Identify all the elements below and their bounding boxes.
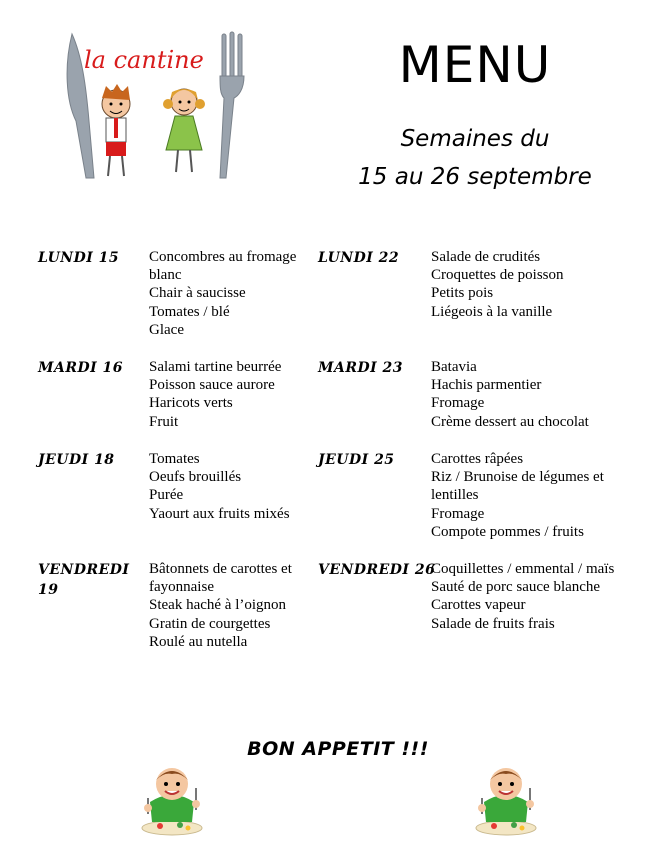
- cantine-logo: [62, 26, 252, 186]
- dish-item: Chair à saucisse: [149, 285, 246, 302]
- boy-eating-icon: [466, 758, 546, 838]
- dish-item: Poisson sauce aurore: [149, 377, 275, 394]
- day-label-jeudi-25: JEUDI 25: [318, 452, 395, 468]
- dish-item: Petits pois: [431, 285, 494, 302]
- dish-item: Croquettes de poisson: [431, 267, 564, 284]
- dish-item: Fromage: [431, 505, 485, 522]
- boy-eating-icon: [132, 758, 212, 838]
- dish-item: Carottes râpées: [431, 451, 524, 467]
- dishes-vendredi-26: [431, 560, 614, 633]
- dishes-jeudi-18: [149, 450, 290, 523]
- dish-item: lentilles: [431, 487, 479, 504]
- dish-item: Salami tartine beurrée: [149, 359, 282, 375]
- subtitle-weeks: Semaines du: [400, 126, 550, 152]
- dish-item: Purée: [149, 487, 184, 504]
- dish-item: Steak haché à l’oignon: [149, 597, 287, 614]
- dishes-lundi-15: [149, 248, 296, 339]
- fork-icon: [220, 32, 244, 178]
- day-label-lundi-15: LUNDI 15: [38, 250, 120, 266]
- dish-item: Liégeois à la vanille: [431, 303, 553, 320]
- subtitle-dates: 15 au 26 septembre: [358, 164, 592, 190]
- dish-item: Fromage: [431, 395, 485, 412]
- dish-item: Oeufs brouillés: [149, 469, 242, 486]
- dish-item: blanc: [149, 267, 182, 284]
- day-label-jeudi-18: JEUDI 18: [38, 452, 115, 468]
- dish-item: Roulé au nutella: [149, 633, 248, 650]
- dish-item: Tomates / blé: [149, 303, 230, 320]
- dish-item: Batavia: [431, 359, 477, 375]
- dish-item: Bâtonnets de carottes et: [149, 561, 292, 577]
- dish-item: Crème dessert au chocolat: [431, 413, 589, 430]
- menu-title: MENU: [398, 36, 552, 94]
- dish-item: fayonnaise: [149, 579, 214, 596]
- dish-item: Yaourt aux fruits mixés: [149, 505, 290, 522]
- day-label-lundi-22: LUNDI 22: [318, 250, 400, 266]
- day-label-line: VENDREDI: [38, 562, 130, 578]
- bon-appetit-text: BON APPETIT !!!: [247, 738, 429, 760]
- dishes-lundi-22: [431, 248, 564, 321]
- dish-item: Sauté de porc sauce blanche: [431, 579, 601, 596]
- svg-text:la cantine: la cantine: [84, 46, 204, 74]
- dishes-jeudi-25: [431, 450, 604, 541]
- boy-icon: [102, 84, 130, 176]
- dishes-mardi-16: [149, 358, 281, 431]
- day-label-mardi-16: MARDI 16: [38, 360, 124, 376]
- dish-item: Salade de crudités: [431, 249, 541, 265]
- dish-item: Haricots verts: [149, 395, 233, 412]
- day-label-mardi-23: MARDI 23: [318, 360, 404, 376]
- dishes-mardi-23: [431, 358, 589, 431]
- dishes-vendredi-19: [149, 560, 292, 651]
- girl-icon: [163, 89, 205, 172]
- dish-item: Compote pommes / fruits: [431, 523, 584, 540]
- day-label-vendredi-26: VENDREDI 26: [318, 562, 436, 578]
- dish-item: Concombres au fromage: [149, 249, 297, 265]
- dish-item: Coquillettes / emmental / maïs: [431, 561, 615, 577]
- dish-item: Salade de fruits frais: [431, 615, 555, 632]
- dish-item: Hachis parmentier: [431, 377, 542, 394]
- dish-item: Riz / Brunoise de légumes et: [431, 469, 604, 486]
- dish-item: Carottes vapeur: [431, 597, 526, 614]
- day-label-vendredi-19: [38, 560, 129, 600]
- dish-item: Glace: [149, 321, 184, 338]
- dish-item: Fruit: [149, 413, 179, 430]
- day-label-line: 19: [38, 582, 59, 598]
- dish-item: Tomates: [149, 451, 200, 467]
- dish-item: Gratin de courgettes: [149, 615, 271, 632]
